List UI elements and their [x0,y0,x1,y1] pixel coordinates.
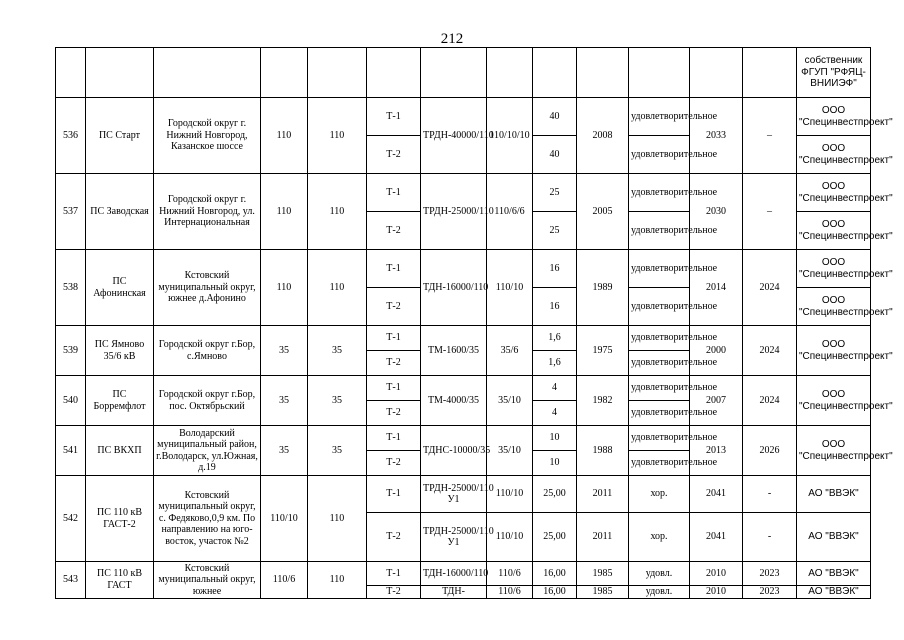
state-cell: удовлетворительное [629,326,690,351]
transformer-type-cell: ТДН-16000/110 [421,562,487,586]
voltage-ratio-cell: 35/10 [487,426,533,476]
transformer-id-cell: Т-2 [367,451,421,476]
state-cell: хор. [629,476,690,513]
owner-cell: ООО "Специнвестпроект" [797,212,871,250]
row-number-cell: 543 [56,562,86,599]
transformer-type-cell: ТДН- [421,586,487,599]
state-cell: удовлетворительное [629,212,690,250]
transformer-id-cell: Т-2 [367,401,421,426]
state-cell: хор. [629,513,690,562]
owner-cell: ООО "Специнвестпроект" [797,250,871,288]
year-cell: 2041 [690,513,743,562]
transformer-id-cell: Т-1 [367,250,421,288]
voltage-cell: 110/6 [261,562,308,599]
row-number-cell: 542 [56,476,86,562]
state-cell: удовлетворительное [629,426,690,451]
location-cell: Городской округ г.Бор, с.Ямново [154,326,261,376]
transformer-id-cell: Т-2 [367,136,421,174]
transformer-type-cell: ТРДН-25000/110 У1 [421,476,487,513]
substation-name-cell: ПС Борремфлот [86,376,154,426]
owner-cell: ООО "Специнвестпроект" [797,376,871,426]
owner-cell: собственник ФГУП "РФЯЦ-ВНИИЭФ" [797,48,871,98]
state-cell: удовлетворительное [629,376,690,401]
year-cell: 2011 [577,513,629,562]
owner-cell: ООО "Специнвестпроект" [797,174,871,212]
power-cell: 16,00 [533,562,577,586]
year-cell: 1985 [577,562,629,586]
voltage-cell: 35 [261,376,308,426]
owner-cell: ООО "Специнвестпроект" [797,98,871,136]
row-number-cell: 541 [56,426,86,476]
year-cell: 1988 [577,426,629,476]
table-row [56,48,871,98]
owner-cell: ООО "Специнвестпроект" [797,288,871,326]
year-cell: 2010 [690,586,743,599]
year-cell: 2014 [690,250,743,326]
transformer-type-cell: ТМ-4000/35 [421,376,487,426]
power-cell: 25 [533,174,577,212]
substation-name-cell: ПС Ямново 35/6 кВ [86,326,154,376]
voltage-cell: 35 [308,376,367,426]
owner-cell: АО "ВВЭК" [797,586,871,599]
voltage-ratio-cell: 110/10/10 [487,98,533,174]
transformer-id-cell: Т-1 [367,174,421,212]
substation-name-cell: ПС 110 кВ ГАСТ [86,562,154,599]
power-cell: 25 [533,212,577,250]
location-cell: Володарский муниципальный район, г.Володарск, ул.Южная, д.19 [154,426,261,476]
voltage-ratio-cell: 35/6 [487,326,533,376]
table-row [56,426,871,451]
row-number-cell: 536 [56,98,86,174]
table-row [56,562,871,586]
row-number-cell: 538 [56,250,86,326]
year-cell: 2026 [743,426,797,476]
substation-table [55,47,893,599]
transformer-type-cell: ТРДН-25000/110 У1 [421,513,487,562]
voltage-ratio-cell: 110/10 [487,476,533,513]
location-cell: Городской округ г.Бор, пос. Октябрьский [154,376,261,426]
year-cell: 2008 [577,98,629,174]
power-cell: 4 [533,401,577,426]
state-cell: удовлетворительное [629,136,690,174]
voltage-ratio-cell: 110/6/6 [487,174,533,250]
power-cell: 25,00 [533,513,577,562]
voltage-cell: 110 [308,562,367,599]
voltage-ratio-cell: 110/10 [487,250,533,326]
table-row [56,326,871,351]
transformer-id-cell: Т-1 [367,326,421,351]
state-cell: удовл. [629,562,690,586]
page-number: 212 [440,31,464,47]
state-cell: удовл. [629,586,690,599]
year-cell: 2011 [577,476,629,513]
transformer-type-cell: ТМ-1600/35 [421,326,487,376]
year-cell: 2024 [743,376,797,426]
year-cell: 1985 [577,586,629,599]
power-cell: 40 [533,98,577,136]
voltage-cell: 110 [308,250,367,326]
voltage-ratio-cell: 35/10 [487,376,533,426]
table-row [56,476,871,513]
transformer-id-cell: Т-2 [367,288,421,326]
year-cell: 2024 [743,326,797,376]
transformer-type-cell: ТДН-16000/110 [421,250,487,326]
owner-cell: ООО "Специнвестпроект" [797,426,871,476]
year-cell: 1975 [577,326,629,376]
year-cell: 1982 [577,376,629,426]
row-number-cell: 537 [56,174,86,250]
state-cell: удовлетворительное [629,250,690,288]
power-cell: 1,6 [533,351,577,376]
year-cell: – [743,174,797,250]
owner-cell: АО "ВВЭК" [797,562,871,586]
transformer-id-cell: Т-1 [367,476,421,513]
year-cell: 2000 [690,326,743,376]
year-cell: 2005 [577,174,629,250]
owner-cell: АО "ВВЭК" [797,513,871,562]
transformer-type-cell: ТРДН-40000/110 [421,98,487,174]
power-cell: 16,00 [533,586,577,599]
transformer-id-cell: Т-2 [367,351,421,376]
location-cell: Кстовский муниципальный округ, южнее д.Афонино [154,250,261,326]
power-cell: 10 [533,426,577,451]
voltage-cell: 110/10 [261,476,308,562]
table-row [56,250,871,288]
voltage-cell: 110 [261,174,308,250]
voltage-cell: 35 [308,426,367,476]
transformer-id-cell: Т-1 [367,376,421,401]
power-cell: 25,00 [533,476,577,513]
table-row [56,174,871,212]
year-cell: - [743,513,797,562]
substation-name-cell: ПС 110 кВ ГАСТ-2 [86,476,154,562]
transformer-type-cell: ТДНС-10000/35 [421,426,487,476]
state-cell: удовлетворительное [629,351,690,376]
state-cell: удовлетворительное [629,401,690,426]
table-body [56,48,893,599]
year-cell: 2041 [690,476,743,513]
year-cell: - [743,476,797,513]
substation-name-cell: ПС ВКХП [86,426,154,476]
row-number-cell: 539 [56,326,86,376]
substation-name-cell: ПС Старт [86,98,154,174]
owner-cell: ООО "Специнвестпроект" [797,136,871,174]
year-cell: 2023 [743,586,797,599]
year-cell: 2013 [690,426,743,476]
state-cell: удовлетворительное [629,451,690,476]
transformer-id-cell: Т-2 [367,212,421,250]
owner-cell: АО "ВВЭК" [797,476,871,513]
year-cell: 2023 [743,562,797,586]
state-cell: удовлетворительное [629,288,690,326]
voltage-cell: 110 [308,476,367,562]
power-cell: 40 [533,136,577,174]
state-cell: удовлетворительное [629,98,690,136]
transformer-id-cell: Т-1 [367,98,421,136]
transformer-type-cell: ТРДН-25000/110 [421,174,487,250]
power-cell: 16 [533,288,577,326]
substation-name-cell: ПС Заводская [86,174,154,250]
location-cell: Городской округ г. Нижний Новгород, Казанское шоссе [154,98,261,174]
voltage-cell: 110 [261,250,308,326]
state-cell: удовлетворительное [629,174,690,212]
voltage-ratio-cell: 110/10 [487,513,533,562]
year-cell: 2010 [690,562,743,586]
transformer-id-cell: Т-1 [367,426,421,451]
year-cell: 2007 [690,376,743,426]
power-cell: 16 [533,250,577,288]
voltage-cell: 110 [308,98,367,174]
voltage-cell: 35 [261,426,308,476]
transformer-id-cell: Т-2 [367,586,421,599]
power-cell: 10 [533,451,577,476]
location-cell: Кстовский муниципальный округ, с. Федяково,0,9 км. По направлению на юго-восток, участок №2 [154,476,261,562]
year-cell: 2033 [690,98,743,174]
voltage-cell: 35 [308,326,367,376]
voltage-ratio-cell: 110/6 [487,586,533,599]
transformer-id-cell: Т-1 [367,562,421,586]
location-cell: Кстовский муниципальный округ, южнее [154,562,261,599]
voltage-cell: 110 [308,174,367,250]
year-cell: – [743,98,797,174]
location-cell: Городской округ г. Нижний Новгород, ул. Интернациональная [154,174,261,250]
transformer-id-cell: Т-2 [367,513,421,562]
table-row [56,376,871,401]
year-cell: 2024 [743,250,797,326]
substation-name-cell: ПС Афонинская [86,250,154,326]
table-row [56,98,871,136]
voltage-cell: 35 [261,326,308,376]
owner-cell: ООО "Специнвестпроект" [797,326,871,376]
voltage-cell: 110 [261,98,308,174]
power-cell: 4 [533,376,577,401]
row-number-cell: 540 [56,376,86,426]
voltage-ratio-cell: 110/6 [487,562,533,586]
year-cell: 1989 [577,250,629,326]
power-cell: 1,6 [533,326,577,351]
year-cell: 2030 [690,174,743,250]
